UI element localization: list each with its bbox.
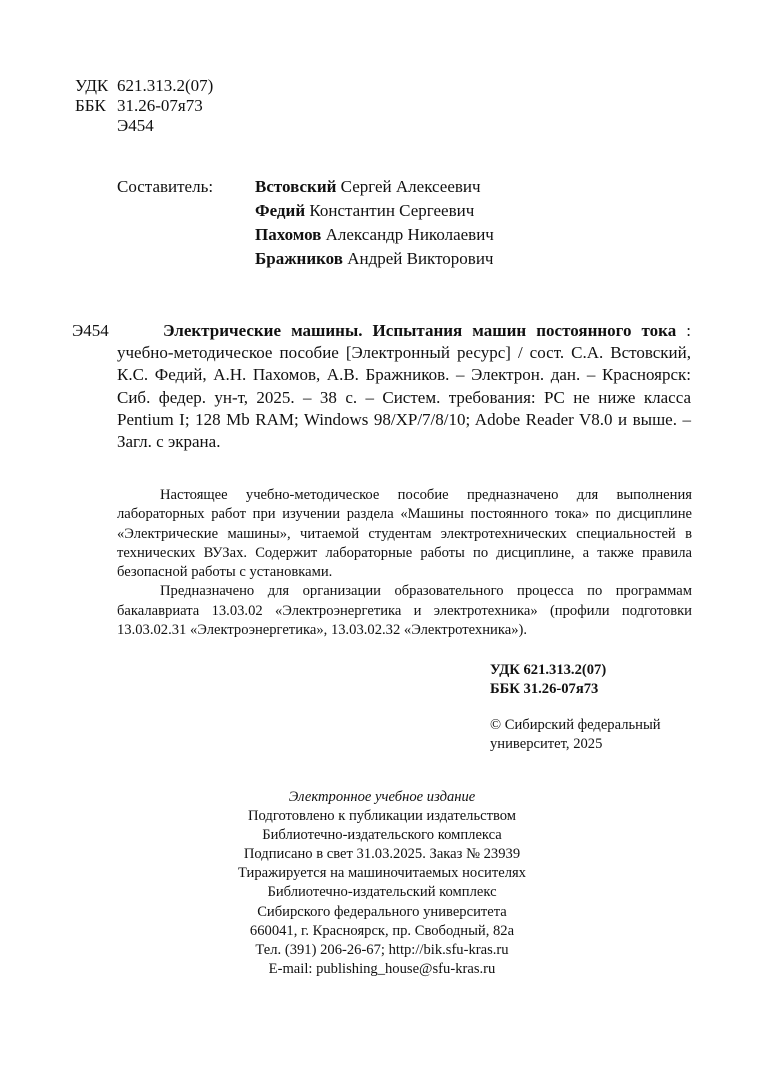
biblio-description: : учебно-методическое пособие [Электронный ресурс] / сост. С.А. Встовский, К.С. Федий, А.Н. Пахомов, А.В. Бражников. – Электрон. дан. – Красноярск: Сиб. федер. ун-т, 2025. – 38 с. – Систем. требования: PC не ниже класса Pentium I; 128 Mb RAM; Windows 98/XP/7/8/10; Adobe Reader V8.0 и выше. – Загл. с экрана. [117,321,691,452]
imprint-line: Библиотечно-издательского комплекса [262,827,502,844]
author-given-name: Андрей Викторович [347,249,494,268]
bbk-row [75,96,213,116]
udk-label: УДК [75,76,109,95]
compilers-list [255,175,494,271]
bbk-value: 31.26-07я73 [117,96,203,115]
author-item [255,247,494,271]
copyright-line: университет, 2025 [490,736,603,752]
bibliographic-record [117,320,691,453]
edition-type: Электронное учебное издание [288,789,476,805]
classification-header [75,76,213,136]
summary-section [117,486,692,640]
imprint-section [150,788,614,979]
spacer [490,699,661,716]
author-sign-row [75,116,213,136]
bbk-label: ББК [75,96,106,115]
imprint-line: Подписано в свет 31.03.2025. Заказ № 23939 [243,846,521,863]
compilers-label: Составитель: [117,177,214,196]
summary-paragraph: Настоящее учебно-методическое пособие предназначено для выполнения лабораторных работ при изучении раздела «Машины постоянного тока» по дисциплине «Электрические машины», читаемой студентам электротехнических специальностей в технических ВУЗах. Содержит лабораторные работы по дисциплине, а также правила безопасной работы с установками. [117,487,692,581]
author-item [255,199,494,223]
author-sign: Э454 [117,116,154,135]
author-surname: Бражников [255,249,343,268]
author-surname: Пахомов [255,225,322,244]
udk-row [75,76,213,96]
summary-paragraph: Предназначено для организации образовательного процесса по программам бакалавриата 13.03.02 «Электроэнергетика и электротехника» (профили подготовки 13.03.02.31 «Электроэнергетика», 13.03.02.32 «Электротехника»). [117,583,692,639]
classification-copyright-block [490,661,661,754]
compilers-section [117,175,494,271]
udk-value: 621.313.2(07) [117,76,214,95]
imprint-line: Тел. (391) 206-26-67; http://bik.sfu-kras.ru [255,941,509,958]
copyright-line: © Сибирский федеральный [490,717,661,733]
imprint-line: Сибирского федерального университета [257,903,507,920]
author-given-name: Александр Николаевич [325,225,494,244]
biblio-code: Э454 [72,321,109,340]
imprint-line: 660041, г. Красноярск, пр. Свободный, 82а [249,922,515,939]
imprint-line: E-mail: publishing_house@sfu-kras.ru [268,960,496,977]
book-title: Электрические машины. Испытания машин постоянного тока [163,321,677,340]
imprint-line: Тиражируется на машиночитаемых носителях [238,865,526,882]
imprint-line: Библиотечно-издательский комплекс [267,884,497,901]
author-surname: Встовский [255,177,337,196]
bbk-code: ББК 31.26-07я73 [490,681,599,697]
imprint-line: Подготовлено к публикации издательством [247,808,517,825]
author-given-name: Константин Сергеевич [309,201,475,220]
author-item [255,223,494,247]
udk-code: УДК 621.313.2(07) [490,662,607,678]
author-item [255,175,494,199]
author-surname: Федий [255,201,306,220]
author-given-name: Сергей Алексеевич [340,177,481,196]
